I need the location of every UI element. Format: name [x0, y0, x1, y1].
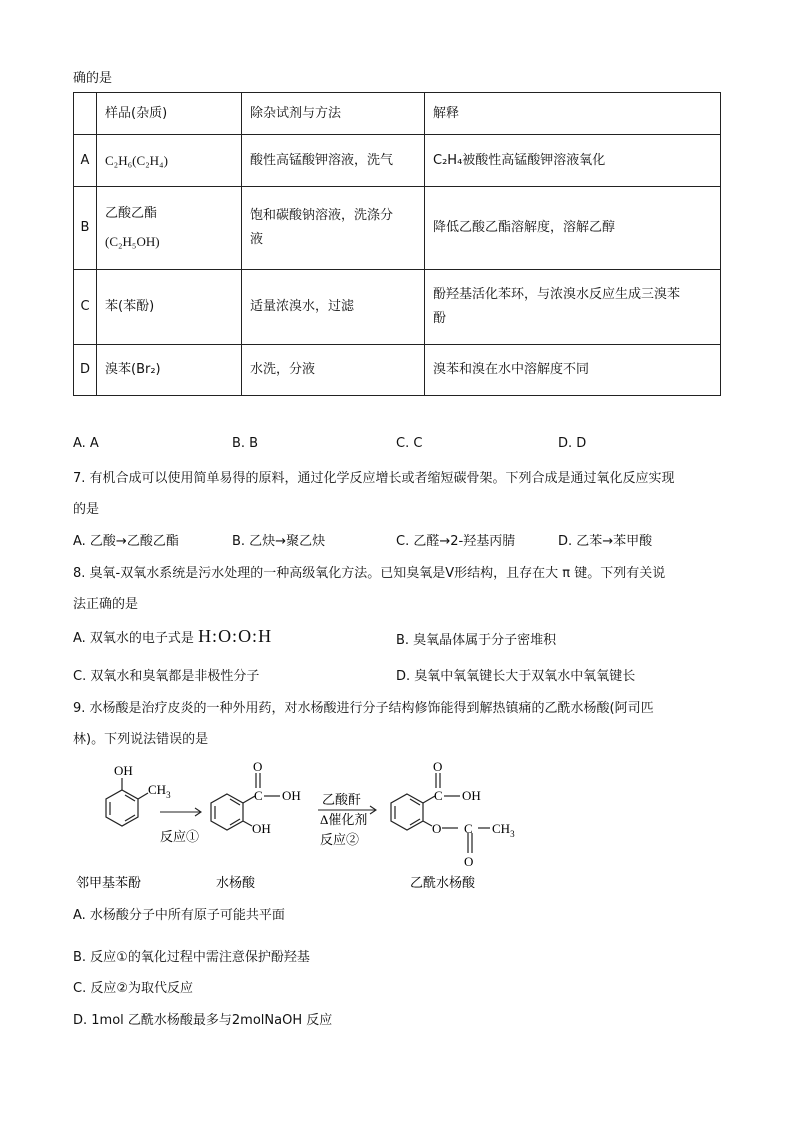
q6-option-a[interactable]: A. A [73, 436, 99, 451]
name-salicylic-acid: 水杨酸 [216, 875, 256, 890]
q8-option-a-text: A. 双氧水的电子式是 [73, 631, 199, 646]
q7-option-b[interactable]: B. 乙炔→聚乙炔 [232, 534, 326, 549]
aspirin-structure [391, 773, 490, 853]
table-header-cell: 样品(杂质) [97, 93, 242, 135]
q9-stem-line: 9. 水杨酸是治疗皮炎的一种外用药，对水杨酸进行分子结构修饰能得到解热镇痛的乙酰水杨酸(阿司匹 [73, 701, 654, 716]
row-explain: 降低乙酸乙酯溶解度，溶解乙醇 [425, 187, 721, 270]
reaction-scheme [70, 758, 530, 894]
o-cresol-structure [106, 778, 148, 826]
o-cresol-oh: OH [114, 763, 133, 778]
aspirin-ester-c: C [464, 821, 473, 836]
row-explain-line: 酚 [433, 311, 447, 326]
row-method-line: 液 [250, 232, 264, 247]
q9-option-a[interactable]: A. 水杨酸分子中所有原子可能共平面 [73, 908, 285, 923]
purification-table [73, 92, 721, 396]
q7-option-c[interactable]: C. 乙醛→2-羟基丙腈 [396, 534, 516, 549]
row-label: A [74, 135, 97, 187]
q9-stem-line: 林)。下列说法错误的是 [73, 732, 209, 747]
aspirin-carboxyl-c: C [434, 788, 443, 803]
q8-stem-line: 法正确的是 [73, 597, 139, 612]
table-row [74, 187, 721, 270]
q8-option-b[interactable]: B. 臭氧晶体属于分子密堆积 [396, 633, 557, 648]
row-method [242, 187, 425, 270]
row-method: 水洗，分液 [242, 345, 425, 396]
q8-stem-line: 8. 臭氧-双氧水系统是污水处理的一种高级氧化方法。已知臭氧是V形结构，且存在大 π 键。下列有关说 [73, 566, 666, 581]
intro-text: 确的是 [73, 71, 113, 86]
name-acetylsalicylic-acid: 乙酰水杨酸 [410, 875, 476, 890]
row-method-line: 饱和碳酸钠溶液，洗涤分 [250, 208, 394, 223]
o-cresol-ch3: $CH_3$ [148, 782, 171, 800]
q6-option-b[interactable]: B. B [232, 436, 259, 451]
aspirin-methyl: $CH_3$ [492, 821, 515, 839]
row-label: B [74, 187, 97, 270]
row-label: C [74, 270, 97, 345]
row-sample: 溴苯(Br₂) [97, 345, 242, 396]
table-row [74, 135, 721, 187]
salicylic-carbonyl-o: O [253, 759, 263, 774]
electron-formula: H:O:O:H [198, 626, 273, 646]
salicylic-carboxyl-oh: OH [282, 788, 301, 803]
q7-stem-line: 的是 [73, 502, 100, 517]
q8-option-a[interactable] [73, 626, 272, 647]
q7-option-a[interactable]: A. 乙酸→乙酸乙酯 [73, 534, 179, 549]
salicylic-carboxyl-c: C [254, 788, 263, 803]
name-o-cresol: 邻甲基苯酚 [76, 875, 142, 890]
q6-option-c[interactable]: C. C [396, 436, 423, 451]
q7-option-d[interactable]: D. 乙苯→苯甲酸 [558, 534, 653, 549]
aspirin-carbonyl-o: O [433, 759, 443, 774]
row-sample: C₂H₆(C₂H₄) [97, 135, 242, 187]
reagent-catalyst: Δ催化剂 [320, 812, 368, 827]
row-sample [97, 187, 242, 270]
q8-option-c[interactable]: C. 双氧水和臭氧都是非极性分子 [73, 669, 260, 684]
table-header-cell: 除杂试剂与方法 [242, 93, 425, 135]
salicylic-phenol-oh: OH [252, 821, 271, 836]
aspirin-carboxyl-oh: OH [462, 788, 481, 803]
q7-stem-line: 7. 有机合成可以使用简单易得的原料，通过化学反应增长或者缩短碳骨架。下列合成是通过氧化反应实现 [73, 471, 675, 486]
row-method: 酸性高锰酸钾溶液，洗气 [242, 135, 425, 187]
row-sample: 苯(苯酚) [97, 270, 242, 345]
aspirin-ester-carbonyl-o: O [464, 854, 474, 869]
q9-option-d[interactable]: D. 1mol 乙酰水杨酸最多与2molNaOH 反应 [73, 1013, 333, 1028]
q8-option-d[interactable]: D. 臭氧中氧氧键长大于双氧水中氧氧键长 [396, 669, 636, 684]
table-header-row [74, 93, 721, 135]
row-explain-line: 酚羟基活化苯环，与浓溴水反应生成三溴苯 [433, 287, 681, 302]
row-explain [425, 270, 721, 345]
row-explain: 溴苯和溴在水中溶解度不同 [425, 345, 721, 396]
row-sample-line: (C₂H₅OH) [105, 234, 160, 249]
row-explain: C₂H₄被酸性高锰酸钾溶液氧化 [425, 135, 721, 187]
q9-option-b[interactable]: B. 反应①的氧化过程中需注意保护酚羟基 [73, 950, 310, 965]
row-label: D [74, 345, 97, 396]
table-header-cell [74, 93, 97, 135]
aspirin-ester-o: O [432, 821, 442, 836]
row-sample-line: 乙酸乙酯 [105, 206, 158, 221]
table-row [74, 345, 721, 396]
row-method: 适量浓溴水，过滤 [242, 270, 425, 345]
reaction-1-label: 反应① [160, 829, 200, 844]
table-header-cell: 解释 [425, 93, 721, 135]
q6-option-d[interactable]: D. D [558, 436, 587, 451]
q9-option-c[interactable]: C. 反应②为取代反应 [73, 981, 193, 996]
reagent-anhydride: 乙酸酐 [322, 792, 362, 807]
reaction-arrow-1 [160, 808, 201, 816]
table-row [74, 270, 721, 345]
reaction-2-label: 反应② [320, 832, 360, 847]
